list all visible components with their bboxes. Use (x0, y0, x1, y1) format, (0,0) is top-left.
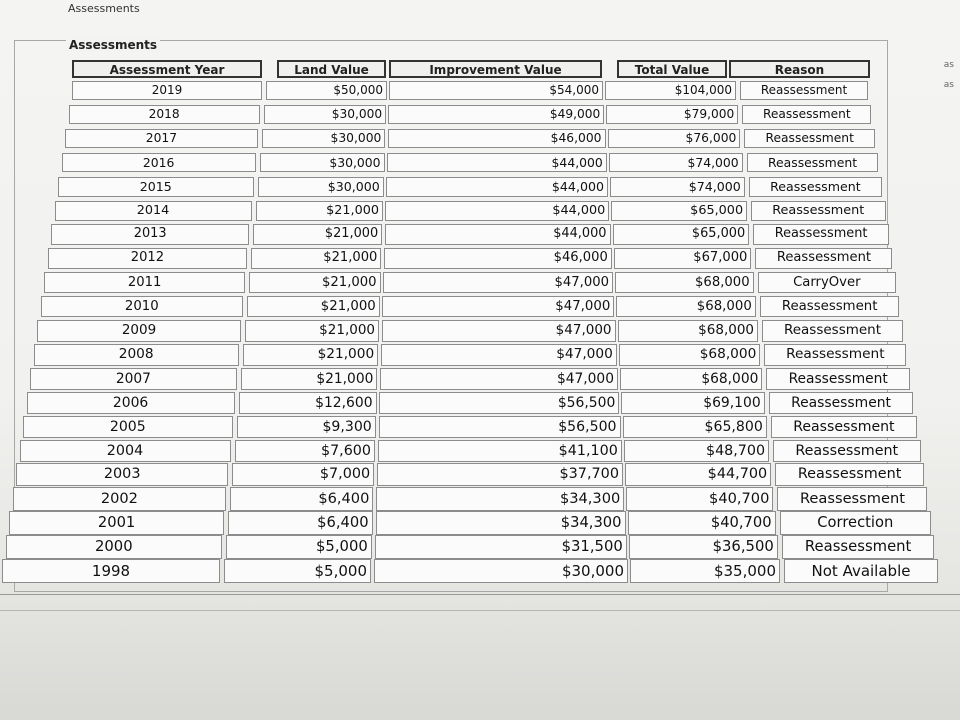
header-assessment-year: Assessment Year (72, 60, 262, 78)
improvement-value-cell: $41,100 (378, 440, 622, 463)
table-row (0, 320, 960, 342)
table-row (0, 105, 960, 127)
reason-cell: Reassessment (771, 416, 917, 439)
total-value-cell: $65,000 (613, 224, 750, 245)
total-value-cell: $40,700 (626, 487, 773, 510)
improvement-value-cell: $44,000 (385, 201, 609, 221)
land-value-cell: $30,000 (258, 177, 384, 197)
reason-cell: Reassessment (764, 344, 906, 366)
total-value-cell: $79,000 (606, 105, 738, 124)
year-cell: 2000 (6, 535, 223, 559)
table-row (0, 392, 960, 414)
page-title: Assessments (68, 2, 140, 15)
land-value-cell: $12,600 (239, 392, 377, 414)
cut-off-text: as (943, 60, 954, 70)
total-value-cell: $67,000 (614, 248, 752, 269)
year-cell: 2013 (51, 224, 249, 245)
table-row (0, 535, 960, 557)
total-value-cell: $48,700 (624, 440, 769, 463)
year-cell: 2019 (72, 81, 262, 100)
year-cell: 2002 (13, 487, 227, 510)
total-value-cell: $35,000 (630, 559, 780, 583)
total-value-cell: $36,500 (629, 535, 778, 559)
header-reason: Reason (729, 60, 870, 78)
land-value-cell: $6,400 (228, 511, 372, 535)
total-value-cell: $65,800 (623, 416, 767, 439)
reason-cell: Reassessment (753, 224, 889, 245)
cut-off-text: as (943, 80, 954, 90)
reason-cell: Reassessment (747, 153, 879, 173)
total-value-cell: $104,000 (605, 81, 736, 100)
table-header-row (0, 60, 960, 82)
year-cell: 2015 (58, 177, 254, 197)
land-value-cell: $7,600 (235, 440, 376, 463)
improvement-value-cell: $46,000 (388, 129, 606, 149)
year-cell: 2017 (65, 129, 258, 149)
land-value-cell: $30,000 (260, 153, 385, 173)
divider (0, 610, 960, 611)
table-row (0, 177, 960, 199)
land-value-cell: $30,000 (262, 129, 386, 149)
table-row (0, 248, 960, 270)
table-row (0, 559, 960, 581)
land-value-cell: $21,000 (243, 344, 378, 366)
total-value-cell: $69,100 (621, 392, 764, 414)
total-value-cell: $68,000 (618, 320, 759, 342)
total-value-cell: $68,000 (616, 296, 756, 317)
improvement-value-cell: $56,500 (379, 392, 619, 414)
improvement-value-cell: $44,000 (387, 153, 607, 173)
year-cell: 2011 (44, 272, 245, 293)
year-cell: 2004 (20, 440, 231, 463)
reason-cell: Reassessment (777, 487, 927, 510)
total-value-cell: $44,700 (625, 463, 771, 486)
reason-cell: Reassessment (760, 296, 900, 317)
year-cell: 2005 (23, 416, 233, 439)
land-value-cell: $21,000 (256, 201, 384, 221)
improvement-value-cell: $34,300 (376, 511, 626, 535)
reason-cell: Correction (780, 511, 931, 535)
improvement-value-cell: $30,000 (374, 559, 628, 583)
reason-cell: Reassessment (769, 392, 914, 414)
total-value-cell: $65,000 (611, 201, 747, 221)
improvement-value-cell: $37,700 (377, 463, 623, 486)
total-value-cell: $74,000 (610, 177, 745, 197)
year-cell: 2018 (69, 105, 260, 124)
improvement-value-cell: $44,000 (386, 177, 608, 197)
land-value-cell: $21,000 (251, 248, 381, 269)
year-cell: 2016 (62, 153, 256, 173)
land-value-cell: $7,000 (232, 463, 374, 486)
land-value-cell: $21,000 (253, 224, 382, 245)
reason-cell: Reassessment (782, 535, 935, 559)
total-value-cell: $68,000 (619, 344, 761, 366)
reason-cell: Not Available (784, 559, 938, 583)
total-value-cell: $68,000 (615, 272, 754, 293)
land-value-cell: $5,000 (226, 535, 372, 559)
reason-cell: Reassessment (740, 81, 868, 100)
land-value-cell: $50,000 (266, 81, 387, 100)
reason-cell: CarryOver (758, 272, 896, 293)
header-land-value: Land Value (277, 60, 386, 78)
table-row (0, 81, 960, 103)
table-row (0, 129, 960, 151)
year-cell: 1998 (2, 559, 220, 583)
year-cell: 2001 (9, 511, 224, 535)
header-improvement-value: Improvement Value (389, 60, 602, 78)
year-cell: 2012 (48, 248, 248, 269)
total-value-cell: $76,000 (608, 129, 741, 149)
year-cell: 2008 (34, 344, 239, 366)
improvement-value-cell: $44,000 (385, 224, 611, 245)
total-value-cell: $74,000 (609, 153, 743, 173)
fieldset-legend: Assessments (66, 38, 160, 52)
reason-cell: Reassessment (755, 248, 892, 269)
improvement-value-cell: $47,000 (382, 296, 614, 317)
reason-cell: Reassessment (751, 201, 886, 221)
year-cell: 2009 (37, 320, 241, 342)
table-row (0, 463, 960, 485)
total-value-cell: $68,000 (620, 368, 762, 390)
table-row (0, 224, 960, 246)
land-value-cell: $21,000 (241, 368, 378, 390)
improvement-value-cell: $46,000 (384, 248, 612, 269)
year-cell: 2007 (30, 368, 237, 390)
table-row (0, 344, 960, 366)
land-value-cell: $9,300 (237, 416, 376, 439)
improvement-value-cell: $49,000 (388, 105, 604, 124)
year-cell: 2010 (41, 296, 244, 317)
table-row (0, 368, 960, 390)
improvement-value-cell: $31,500 (375, 535, 627, 559)
improvement-value-cell: $47,000 (381, 344, 617, 366)
table-row (0, 440, 960, 462)
year-cell: 2003 (16, 463, 228, 486)
header-total-value: Total Value (617, 60, 727, 78)
improvement-value-cell: $54,000 (389, 81, 603, 100)
reason-cell: Reassessment (742, 105, 871, 124)
reason-cell: Reassessment (766, 368, 910, 390)
land-value-cell: $21,000 (245, 320, 379, 342)
land-value-cell: $30,000 (264, 105, 386, 124)
table-row (0, 296, 960, 318)
improvement-value-cell: $34,300 (376, 487, 624, 510)
land-value-cell: $21,000 (247, 296, 380, 317)
reason-cell: Reassessment (749, 177, 882, 197)
table-row (0, 201, 960, 223)
land-value-cell: $5,000 (224, 559, 371, 583)
table-row (0, 416, 960, 438)
divider (0, 594, 960, 595)
reason-cell: Reassessment (762, 320, 903, 342)
reason-cell: Reassessment (775, 463, 924, 486)
year-cell: 2014 (55, 201, 252, 221)
year-cell: 2006 (27, 392, 235, 414)
land-value-cell: $21,000 (249, 272, 380, 293)
land-value-cell: $6,400 (230, 487, 373, 510)
reason-cell: Reassessment (773, 440, 921, 463)
improvement-value-cell: $47,000 (382, 320, 616, 342)
improvement-value-cell: $56,500 (379, 416, 621, 439)
improvement-value-cell: $47,000 (383, 272, 613, 293)
reason-cell: Reassessment (744, 129, 875, 149)
table-row (0, 153, 960, 175)
total-value-cell: $40,700 (628, 511, 776, 535)
table-row (0, 511, 960, 533)
table-row (0, 487, 960, 509)
table-row (0, 272, 960, 294)
improvement-value-cell: $47,000 (380, 368, 618, 390)
assessments-table (0, 60, 960, 590)
